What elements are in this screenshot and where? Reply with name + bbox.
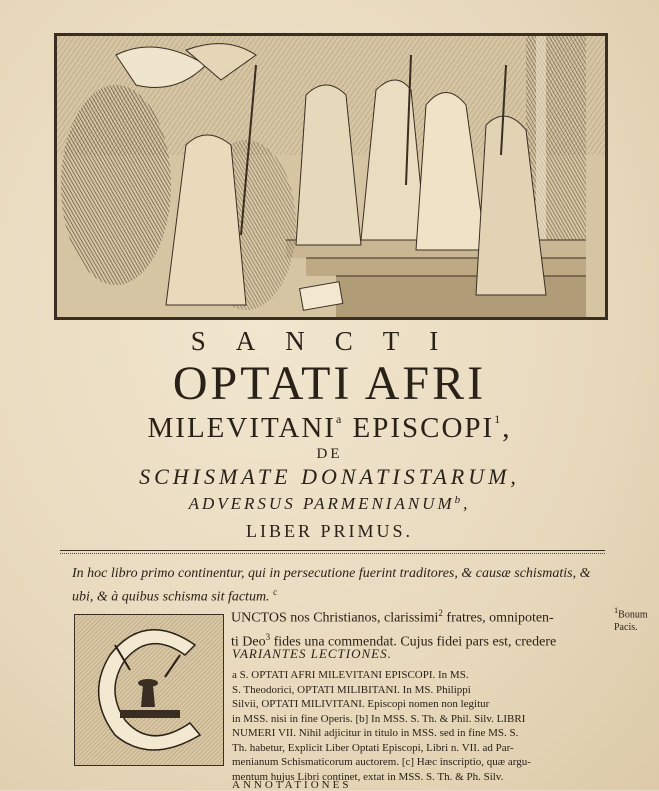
note-line: in MSS. nisi in fine Operis. [b] In MSS. S. Th. & Phil. Silv. LIBRI <box>232 712 526 725</box>
margin-note-text-1: Bonum <box>618 609 648 621</box>
title-de: DE <box>316 446 343 462</box>
note-line: Silvii, OPTATI MILIVITANI. Episcopi nomen non legitur <box>232 698 490 710</box>
body-line-2b: fides una commendat. Cujus fidei pars est, credere <box>270 634 557 650</box>
body-paragraph <box>231 604 611 651</box>
footnote-ref-c: c <box>273 587 278 597</box>
footnote-ref-2: 2 <box>438 608 443 618</box>
annotationes-heading: ANNOTATIONES <box>232 779 352 791</box>
margin-note-ref: 1 <box>614 606 619 615</box>
decorated-initial-c <box>74 614 224 766</box>
footnote-ref-b: b <box>454 494 464 506</box>
note-line: NUMERI VII. Nihil adjicitur in titulo in MSS. sed in fine MS. S. <box>232 727 519 739</box>
title-adversus-comma: , <box>463 494 471 513</box>
note-line: a S. OPTATI AFRI MILEVITANI EPISCOPI. In MS. <box>232 669 469 681</box>
note-line: mentum hujus Libri continet, extat in MSS. S. Th. & Ph. Silv. <box>232 770 504 783</box>
divider-dots <box>60 553 605 554</box>
footnote-ref-3: 3 <box>265 631 271 642</box>
summary-text: In hoc libro primo continentur, qui in persecutione fuerint traditores, & causæ schismatis, & ubi, & à quibus schisma sit factum. <box>72 566 591 605</box>
note-line: S. Theodorici, OPTATI MILIBITANI. In MS. Philippi <box>232 683 471 696</box>
note-line: menianum Schismaticorum auctorem. [c] Hæc inscriptio, quæ argu- <box>232 756 531 768</box>
footnote-ref-a: a <box>335 412 344 426</box>
margin-note-text-2: Pacis. <box>614 622 638 634</box>
title-milevitani: MILEVITANI <box>147 412 336 444</box>
margin-note <box>614 604 658 634</box>
body-line-1: UNCTOS nos Christianos, clarissimi <box>231 610 439 626</box>
title-episcopi: EPISCOPI <box>343 412 495 444</box>
title-adversus <box>0 494 659 514</box>
body-line-1b: fratres, omnipoten- <box>442 610 554 626</box>
title-milevitani-episcopi <box>0 412 659 445</box>
title-comma: , <box>502 412 512 444</box>
variantes-heading: VARIANTES LECTIONES. <box>232 646 392 661</box>
variant-notes <box>232 668 612 784</box>
body-line-2: ti Deo <box>231 634 266 650</box>
footnote-ref-1: 1 <box>494 412 503 426</box>
title-sancti: SANCTI <box>190 326 469 356</box>
title-optati-afri: OPTATI AFRI <box>172 357 487 410</box>
title-liber-primus: LIBER PRIMUS. <box>245 521 414 541</box>
title-adversus-text: ADVERSUS PARMENIANUM <box>188 494 455 513</box>
note-line: Th. habetur, Explicit Liber Optati Episcopi, Libri n. VII. ad Par- <box>232 741 514 754</box>
chapter-summary <box>72 564 612 607</box>
title-schismate: SCHISMATE DONATISTARUM, <box>139 464 520 489</box>
engraving-illustration <box>54 33 608 320</box>
divider-rule <box>60 550 605 551</box>
